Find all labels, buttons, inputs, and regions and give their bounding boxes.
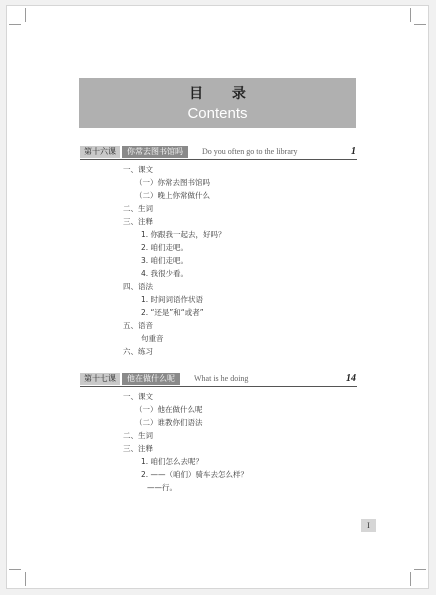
page-number: I [361, 519, 376, 532]
lesson-title-en: Do you often go to the library [202, 147, 298, 156]
toc-entry[interactable]: ——行。 [147, 483, 177, 492]
toc-entry[interactable]: 句重音 [141, 334, 164, 343]
lesson-header-16[interactable] [80, 145, 357, 160]
toc-entry[interactable]: （二）晚上你常做什么 [135, 191, 210, 200]
toc-entry[interactable]: （二）谁教你们语法 [135, 418, 203, 427]
toc-entry[interactable]: 1. 时间词语作状语 [141, 295, 204, 304]
lesson-title-en: What is he doing [194, 374, 249, 383]
toc-entry[interactable]: 2. “还是”和“或者” [141, 308, 204, 317]
toc-entry[interactable]: 二、生词 [123, 431, 153, 440]
toc-entry[interactable]: （一）他在做什么呢 [135, 405, 203, 414]
lesson-title-cn: 你常去图书馆吗 [122, 146, 188, 158]
crop-mark [9, 24, 21, 25]
contents-title-cn: 目 录 [189, 86, 258, 102]
lesson-number: 第十七课 [80, 373, 120, 385]
toc-entry[interactable]: 1. 咱们怎么去呢？ [141, 457, 204, 466]
document-page [6, 5, 429, 589]
toc-entry[interactable]: 二、生词 [123, 204, 153, 213]
crop-mark [25, 8, 26, 22]
toc-entry[interactable]: 一、课文 [123, 392, 153, 401]
toc-entry[interactable]: 五、语音 [123, 321, 153, 330]
crop-mark [410, 8, 411, 22]
toc-entry[interactable]: 一、课文 [123, 165, 153, 174]
toc-entry[interactable]: 4. 我很少看。 [141, 269, 189, 278]
toc-entry[interactable]: 1. 你跟我一起去，好吗？ [141, 230, 226, 239]
crop-mark [410, 572, 411, 586]
crop-mark [9, 569, 21, 570]
toc-entry[interactable]: 四、语法 [123, 282, 153, 291]
lesson-number: 第十六课 [80, 146, 120, 158]
toc-entry[interactable]: 3. 咱们走吧。 [141, 256, 189, 265]
lesson-page-number: 1 [351, 146, 356, 157]
contents-title-block [79, 78, 356, 128]
toc-entry[interactable]: （一）你常去图书馆吗 [135, 178, 210, 187]
contents-title-en: Contents [187, 105, 248, 122]
toc-entry[interactable]: 三、注释 [123, 217, 153, 226]
lesson-title-cn: 他在做什么呢 [122, 373, 180, 385]
lesson-page-number: 14 [346, 373, 356, 384]
lesson-header-17[interactable] [80, 372, 357, 387]
toc-entry[interactable]: 三、注释 [123, 444, 153, 453]
toc-entry[interactable]: 2. 咱们走吧。 [141, 243, 189, 252]
crop-mark [414, 569, 426, 570]
crop-mark [414, 24, 426, 25]
crop-mark [25, 572, 26, 586]
toc-entry[interactable]: 2. ——（咱们）骑车去怎么样？ [141, 470, 249, 479]
toc-entry[interactable]: 六、练习 [123, 347, 153, 356]
